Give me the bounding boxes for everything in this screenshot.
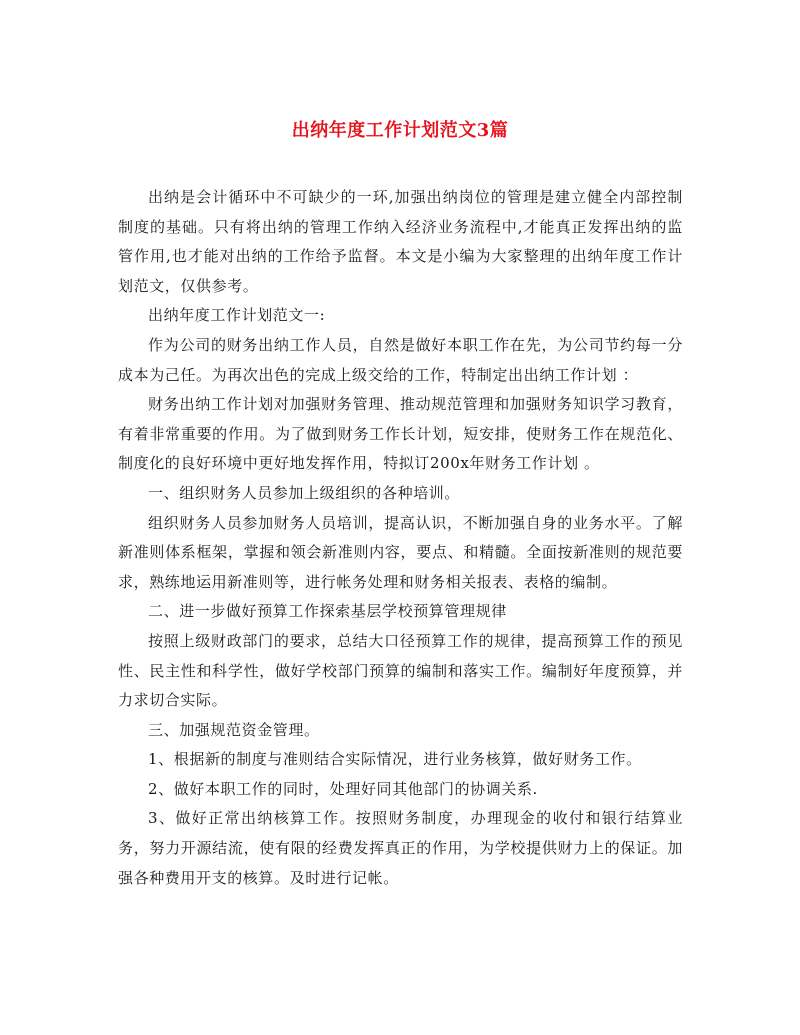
paragraph-sample-one-heading: 出纳年度工作计划范文一: — [148, 306, 326, 325]
section-heading-budget: 二、进一步做好预算工作探索基层学校预算管理规律 — [148, 602, 507, 621]
section-heading-funds: 三、加强规范资金管理。 — [148, 720, 320, 739]
paragraph-budget: 按照上级财政部门的要求，总结大口径预算工作的规律，提高预算工作的预见性、民主性和科学性，做好学校部门预算的编制和落实工作。编制好年度预算，并力求切合实际。 — [118, 631, 683, 710]
list-item-3: 3、做好正常出纳核算工作。按照财务制度，办理现金的收付和银行结算业务，努力开源结流，使有限的经费发挥真正的作用，为学校提供财力上的保证。加强各种费用开支的核算。及时进行记帐。 — [118, 809, 683, 887]
paragraph-training: 组织财务人员参加财务人员培训，提高认识，不断加强自身的业务水平。了解新准则体系框架，掌握和领会新准则内容，要点、和精髓。全面按新准则的规范要求，熟练地运用新准则等，进行帐务处理和财务相关报表、表格的编制。 — [118, 513, 683, 591]
paragraph-intro: 出纳是会计循环中不可缺少的一环,加强出纳岗位的管理是建立健全内部控制制度的基础。只有将出纳的管理工作纳入经济业务流程中,才能真正发挥出纳的监管作用,也才能对出纳的工作给予监督。本文是小编为大家整理的出纳年度工作计划范文，仅供参考。 — [118, 188, 683, 295]
section-heading-training: 一、组织财务人员参加上级组织的各种培训。 — [148, 483, 461, 502]
list-item-2: 2、做好本职工作的同时，处理好同其他部门的协调关系. — [148, 779, 538, 798]
paragraph-role: 作为公司的财务出纳工作人员，自然是做好本职工作在先，为公司节约每一分成本为己任。为再次出色的完成上级交给的工作，特制定出出纳工作计划 ： — [118, 335, 683, 384]
list-item-1: 1、根据新的制度与准则结合实际情况，进行业务核算，做好财务工作。 — [148, 750, 642, 769]
document-body — [118, 183, 683, 893]
paragraph-plan-purpose: 财务出纳工作计划对加强财务管理、推动规范管理和加强财务知识学习教育，有着非常重要的作用。为了做到财务工作长计划，短安排，使财务工作在规范化、制度化的良好环境中更好地发挥作用，特拟订200x年财务工作计划 。 — [118, 395, 683, 473]
document-title: 出纳年度工作计划范文3篇 — [291, 120, 509, 141]
